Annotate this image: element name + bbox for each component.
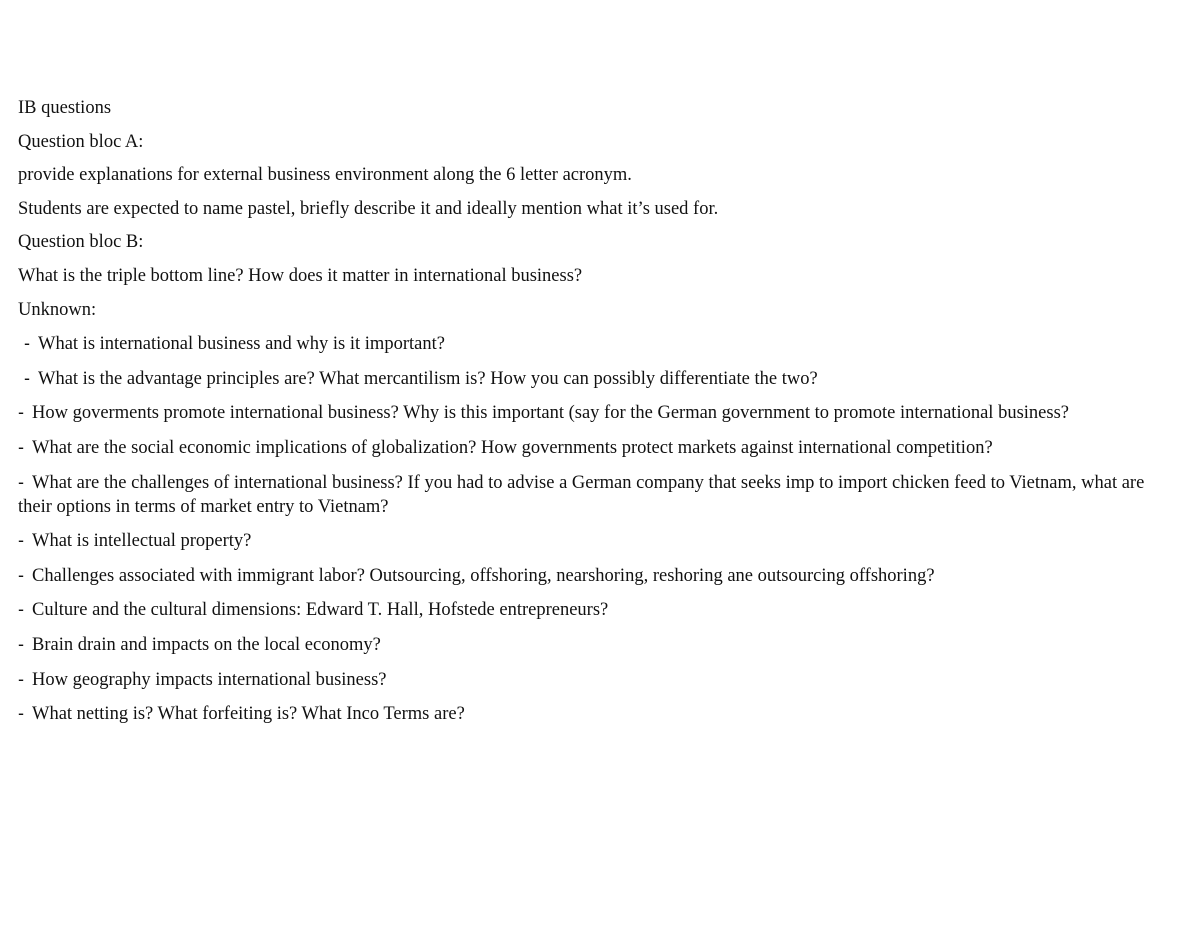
list-item-text: What is international business and why is it important? <box>38 334 445 355</box>
bullet-dash: - <box>18 564 24 585</box>
bullet-dash: - <box>24 367 30 388</box>
bullet-dash: - <box>18 402 24 423</box>
list-item <box>18 597 1168 622</box>
bullet-dash: - <box>18 436 24 457</box>
list-item-text: What is intellectual property? <box>32 531 252 552</box>
list-item-text: What netting is? What forfeiting is? What Inco Terms are? <box>32 704 465 725</box>
list-item <box>18 563 1168 588</box>
bullet-dash: - <box>24 333 30 354</box>
list-item <box>18 667 1168 692</box>
bloc-a-question: provide explanations for external business environment along the 6 letter acronym. <box>18 165 632 186</box>
list-item <box>18 400 1168 425</box>
list-item <box>18 435 1168 460</box>
bloc-b-heading: Question bloc B: <box>18 232 144 253</box>
bullet-dash: - <box>18 633 24 654</box>
list-item <box>18 366 1168 391</box>
list-item-text: What is the advantage principles are? What mercantilism is? How you can possibly differentiate the two? <box>38 368 818 389</box>
bloc-a-note: Students are expected to name pastel, briefly describe it and ideally mention what it’s used for. <box>18 198 719 219</box>
list-item <box>18 331 1168 356</box>
unknown-question-list <box>18 331 1168 726</box>
bloc-a-heading: Question bloc A: <box>18 131 144 152</box>
bullet-dash: - <box>18 530 24 551</box>
list-item <box>18 701 1168 726</box>
list-item-text: Brain drain and impacts on the local economy? <box>32 634 381 655</box>
unknown-heading: Unknown: <box>18 299 97 320</box>
list-item-text: Challenges associated with immigrant labor? Outsourcing, offshoring, nearshoring, reshoring ane outsourcing offshoring? <box>32 565 935 586</box>
bullet-dash: - <box>18 668 24 689</box>
list-item-text: Culture and the cultural dimensions: Edward T. Hall, Hofstede entrepreneurs? <box>32 600 609 621</box>
document-title: IB questions <box>18 98 112 118</box>
bullet-dash: - <box>18 703 24 724</box>
bullet-dash: - <box>18 599 24 620</box>
bullet-dash: - <box>18 471 24 492</box>
list-item-text: How geography impacts international business? <box>32 669 387 690</box>
list-item-text: What are the social economic implications of globalization? How governments protect markets against international competition? <box>32 437 993 458</box>
document-page <box>18 96 1168 736</box>
list-item-text: What are the challenges of international business? If you had to advise a German company that seeks imp to import chicken feed to Vietnam, what are their options in terms of market entry to Vietnam? <box>18 472 1145 517</box>
list-item <box>18 528 1168 553</box>
list-item <box>18 470 1168 519</box>
bloc-b-question: What is the triple bottom line? How does it matter in international business? <box>18 265 583 286</box>
list-item <box>18 632 1168 657</box>
list-item-text: How goverments promote international business? Why is this important (say for the German government to promote international business? <box>32 403 1069 424</box>
